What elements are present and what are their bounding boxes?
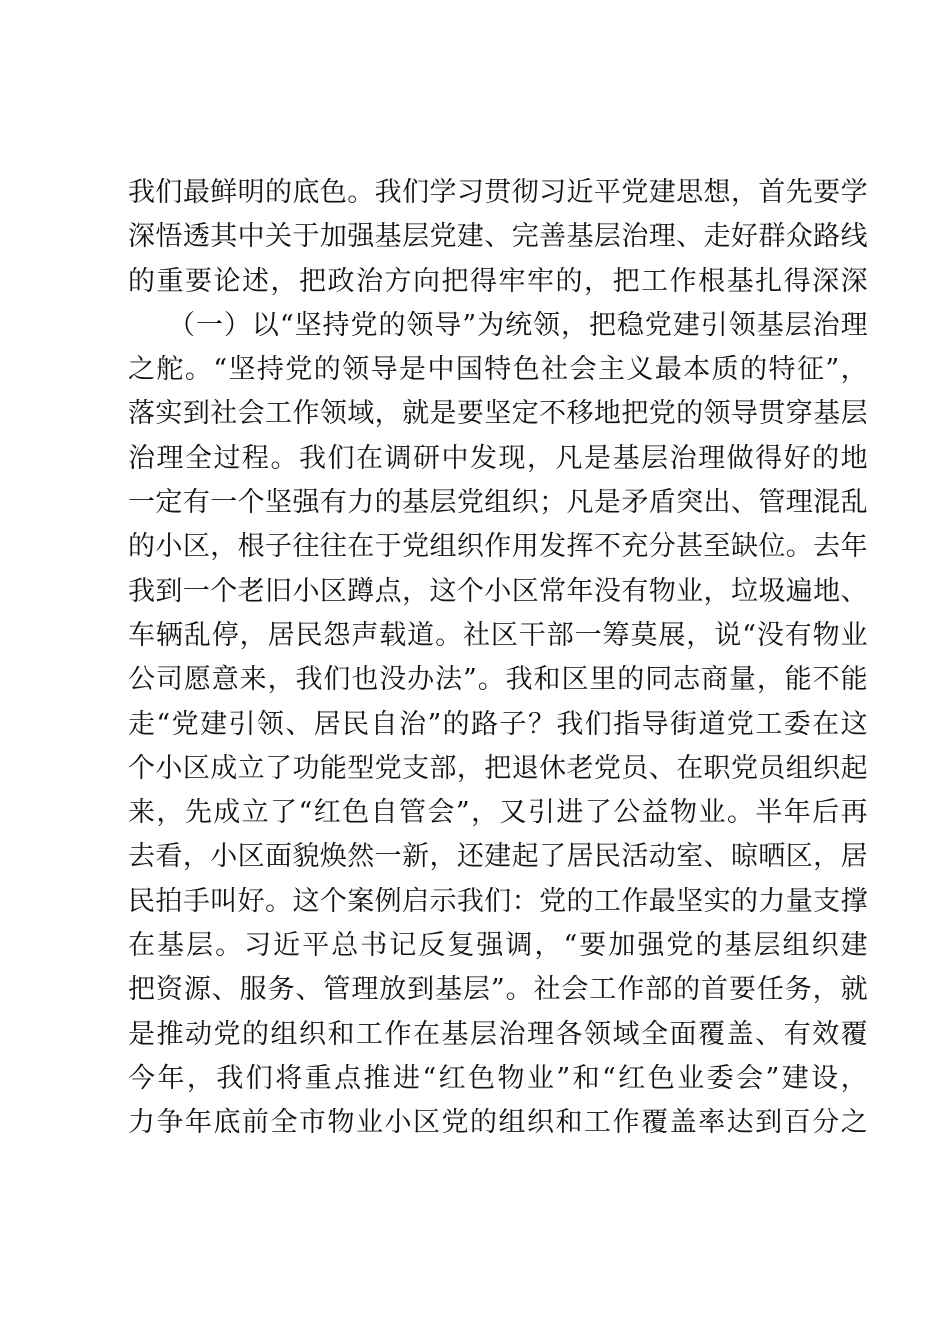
text-line: 深悟透其中关于加强基层党建、完善基层治理、走好群众路线 xyxy=(128,221,868,253)
text-line: 的重要论述，把政治方向把得牢牢的，把工作根基扎得深深 xyxy=(128,265,868,297)
text-line: 之舵。“坚持党的领导是中国特色社会主义最本质的特征”， xyxy=(128,354,868,386)
text-line: 落实到社会工作领域，就是要坚定不移地把党的领导贯穿基层 xyxy=(128,398,868,430)
section-heading-line: （一）以“坚持党的领导”为统领，把稳党建引领基层治理 xyxy=(168,309,868,341)
text-line: 民拍手叫好。这个案例启示我们：党的工作最坚实的力量支撑 xyxy=(128,885,868,917)
text-line: 我们最鲜明的底色。我们学习贯彻习近平党建思想，首先要学 xyxy=(128,177,868,208)
text-line: 来，先成立了“红色自管会”，又引进了公益物业。半年后再 xyxy=(128,797,868,829)
text-line: 去看，小区面貌焕然一新，还建起了居民活动室、晾晒区，居 xyxy=(128,841,868,873)
text-line: 的小区，根子往往在于党组织作用发挥不充分甚至缺位。去年 xyxy=(128,531,868,563)
text-line: 治理全过程。我们在调研中发现，凡是基层治理做得好的地 xyxy=(128,442,868,474)
text-line: 公司愿意来，我们也没办法”。我和区里的同志商量，能不能 xyxy=(128,664,868,696)
text-line: 个小区成立了功能型党支部，把退休老党员、在职党员组织起 xyxy=(128,752,868,784)
text-line: 我到一个老旧小区蹲点，这个小区常年没有物业，垃圾遍地、 xyxy=(128,575,868,607)
text-line: 是推动党的组织和工作在基层治理各领域全面覆盖、有效覆 xyxy=(128,1018,868,1050)
text-line: 走“党建引领、居民自治”的路子？我们指导街道党工委在这 xyxy=(128,708,868,740)
text-line: 在基层。习近平总书记反复强调，“要加强党的基层组织建 xyxy=(128,930,868,962)
text-line: 今年，我们将重点推进“红色物业”和“红色业委会”建设， xyxy=(128,1062,868,1094)
text-line: 一定有一个坚强有力的基层党组织；凡是矛盾突出、管理混乱 xyxy=(128,487,868,519)
text-line: 力争年底前全市物业小区党的组织和工作覆盖率达到百分之 xyxy=(128,1107,868,1139)
text-line: 把资源、服务、管理放到基层”。社会工作部的首要任务，就 xyxy=(128,974,868,1006)
text-line: 车辆乱停，居民怨声载道。社区干部一筹莫展，说“没有物业 xyxy=(128,619,868,651)
body-text xyxy=(128,171,868,1146)
